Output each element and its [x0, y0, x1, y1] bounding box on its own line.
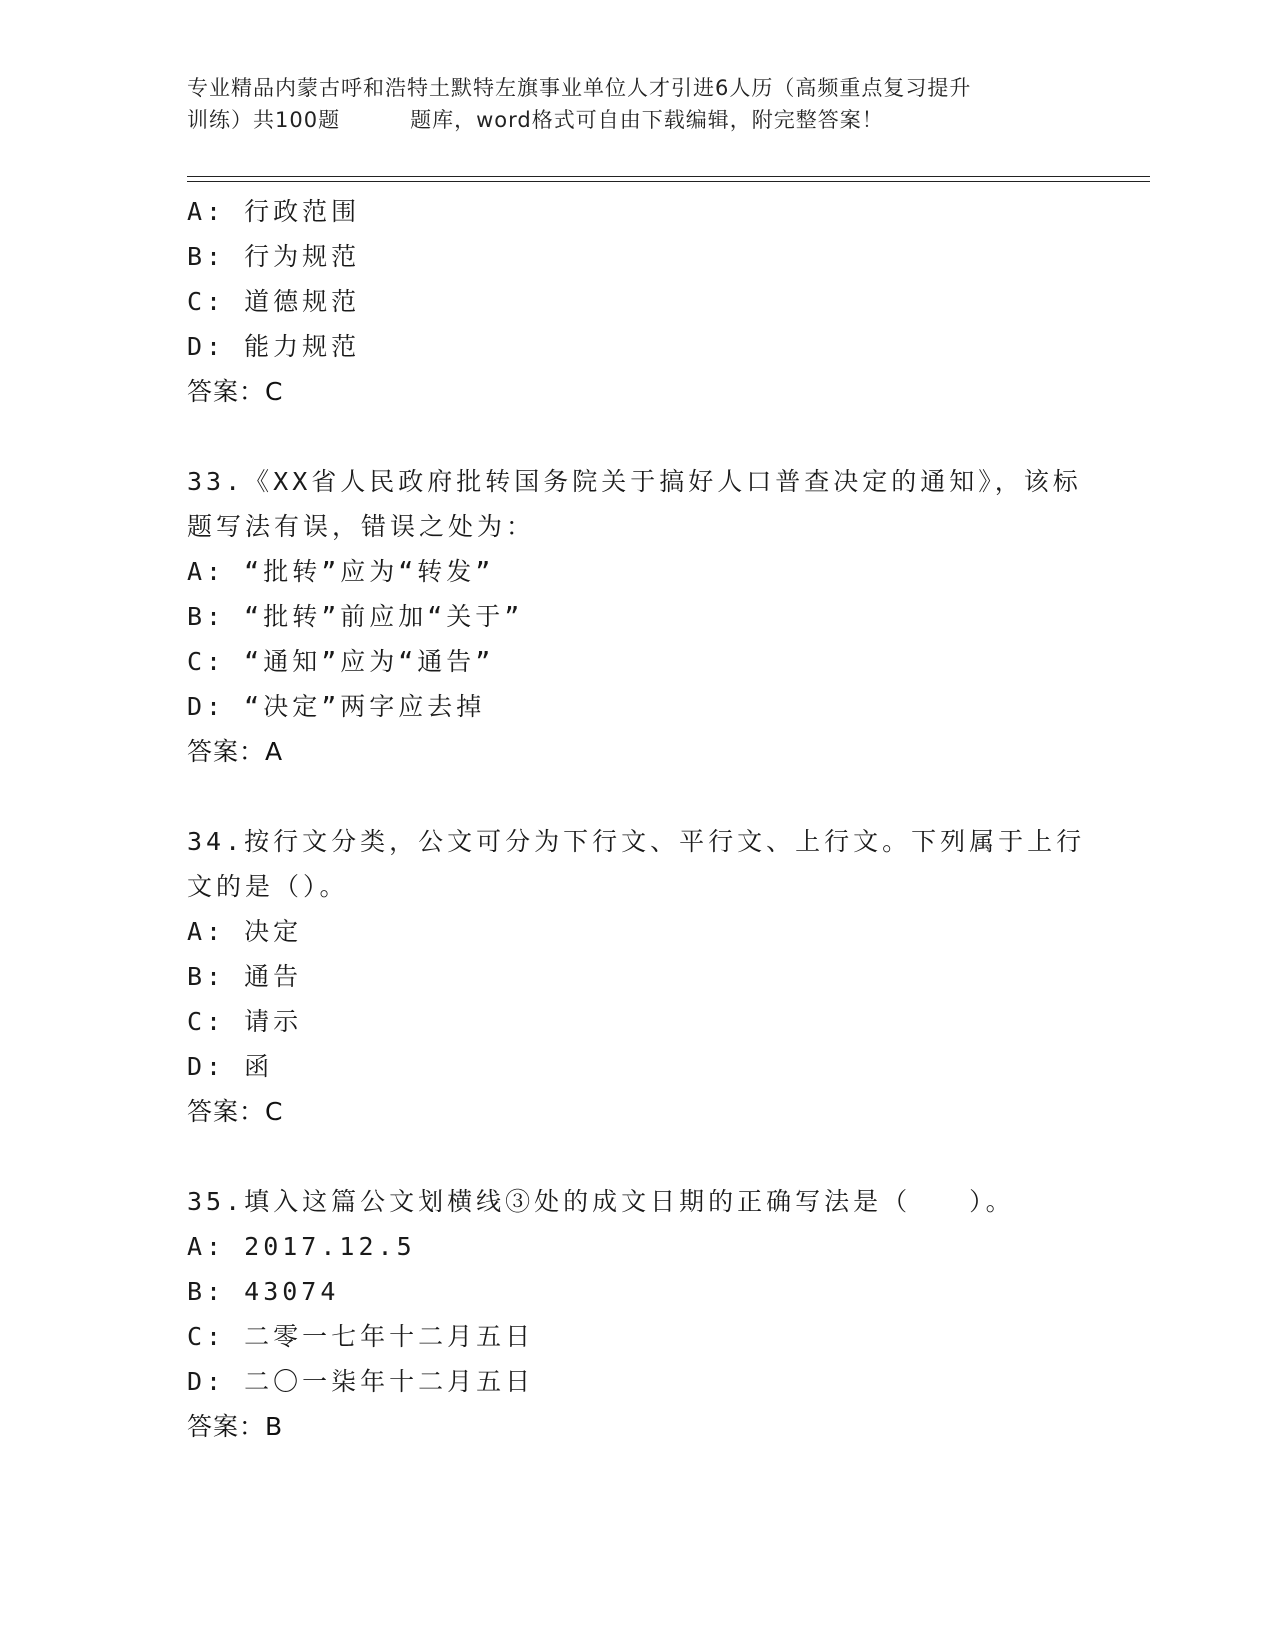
option-b: B: “批转”前应加“关于”	[187, 602, 524, 631]
question-list	[187, 189, 1087, 1449]
question-stem-line-2: 题写法有误，错误之处为：	[187, 512, 536, 541]
option-c: C: 请示	[187, 1007, 303, 1036]
header-title-part-1: 训练）共100题	[187, 108, 341, 132]
option-a: A: 2017.12.5	[187, 1232, 416, 1261]
header-divider-bottom	[187, 181, 1150, 182]
question-stem-line-2: 文的是（）。	[187, 872, 349, 901]
option-c: C: 道德规范	[187, 287, 361, 316]
option-c: C: “通知”应为“通告”	[187, 647, 495, 676]
header-title-part-2: 题库，word格式可自由下载编辑，附完整答案！	[410, 108, 884, 132]
answer: 答案：A	[187, 737, 284, 766]
option-b: B: 行为规范	[187, 242, 361, 271]
option-c: C: 二零一七年十二月五日	[187, 1322, 535, 1351]
answer: 答案：C	[187, 377, 284, 406]
option-d: D: “决定”两字应去掉	[187, 692, 486, 721]
option-a: A: “批转”应为“转发”	[187, 557, 495, 586]
option-b: B: 通告	[187, 962, 303, 991]
option-d: D: 函	[187, 1052, 274, 1081]
answer: 答案：B	[187, 1412, 284, 1441]
question-32	[187, 189, 1087, 414]
header-title-line-1: 专业精品内蒙古呼和浩特土默特左旗事业单位人才引进6人历（高频重点复习提升	[187, 76, 972, 100]
question-stem-line-1: 34.按行文分类，公文可分为下行文、平行文、上行文。下列属于上行	[187, 827, 1086, 856]
question-stem-line-1: 35.填入这篇公文划横线③处的成文日期的正确写法是（ ）。	[187, 1187, 1015, 1216]
option-a: A: 行政范围	[187, 197, 361, 226]
question-33	[187, 459, 1087, 774]
header-divider-top	[187, 176, 1150, 177]
header-title-line-2	[187, 104, 1087, 136]
question-35	[187, 1179, 1087, 1449]
option-b: B: 43074	[187, 1277, 340, 1306]
option-d: D: 二〇一柒年十二月五日	[187, 1367, 535, 1396]
answer: 答案：C	[187, 1097, 284, 1126]
document-header	[187, 72, 1087, 136]
question-stem-line-1: 33.《XX省人民政府批转国务院关于搞好人口普查决定的通知》，该标	[187, 467, 1082, 496]
option-d: D: 能力规范	[187, 332, 361, 361]
option-a: A: 决定	[187, 917, 303, 946]
question-34	[187, 819, 1087, 1134]
